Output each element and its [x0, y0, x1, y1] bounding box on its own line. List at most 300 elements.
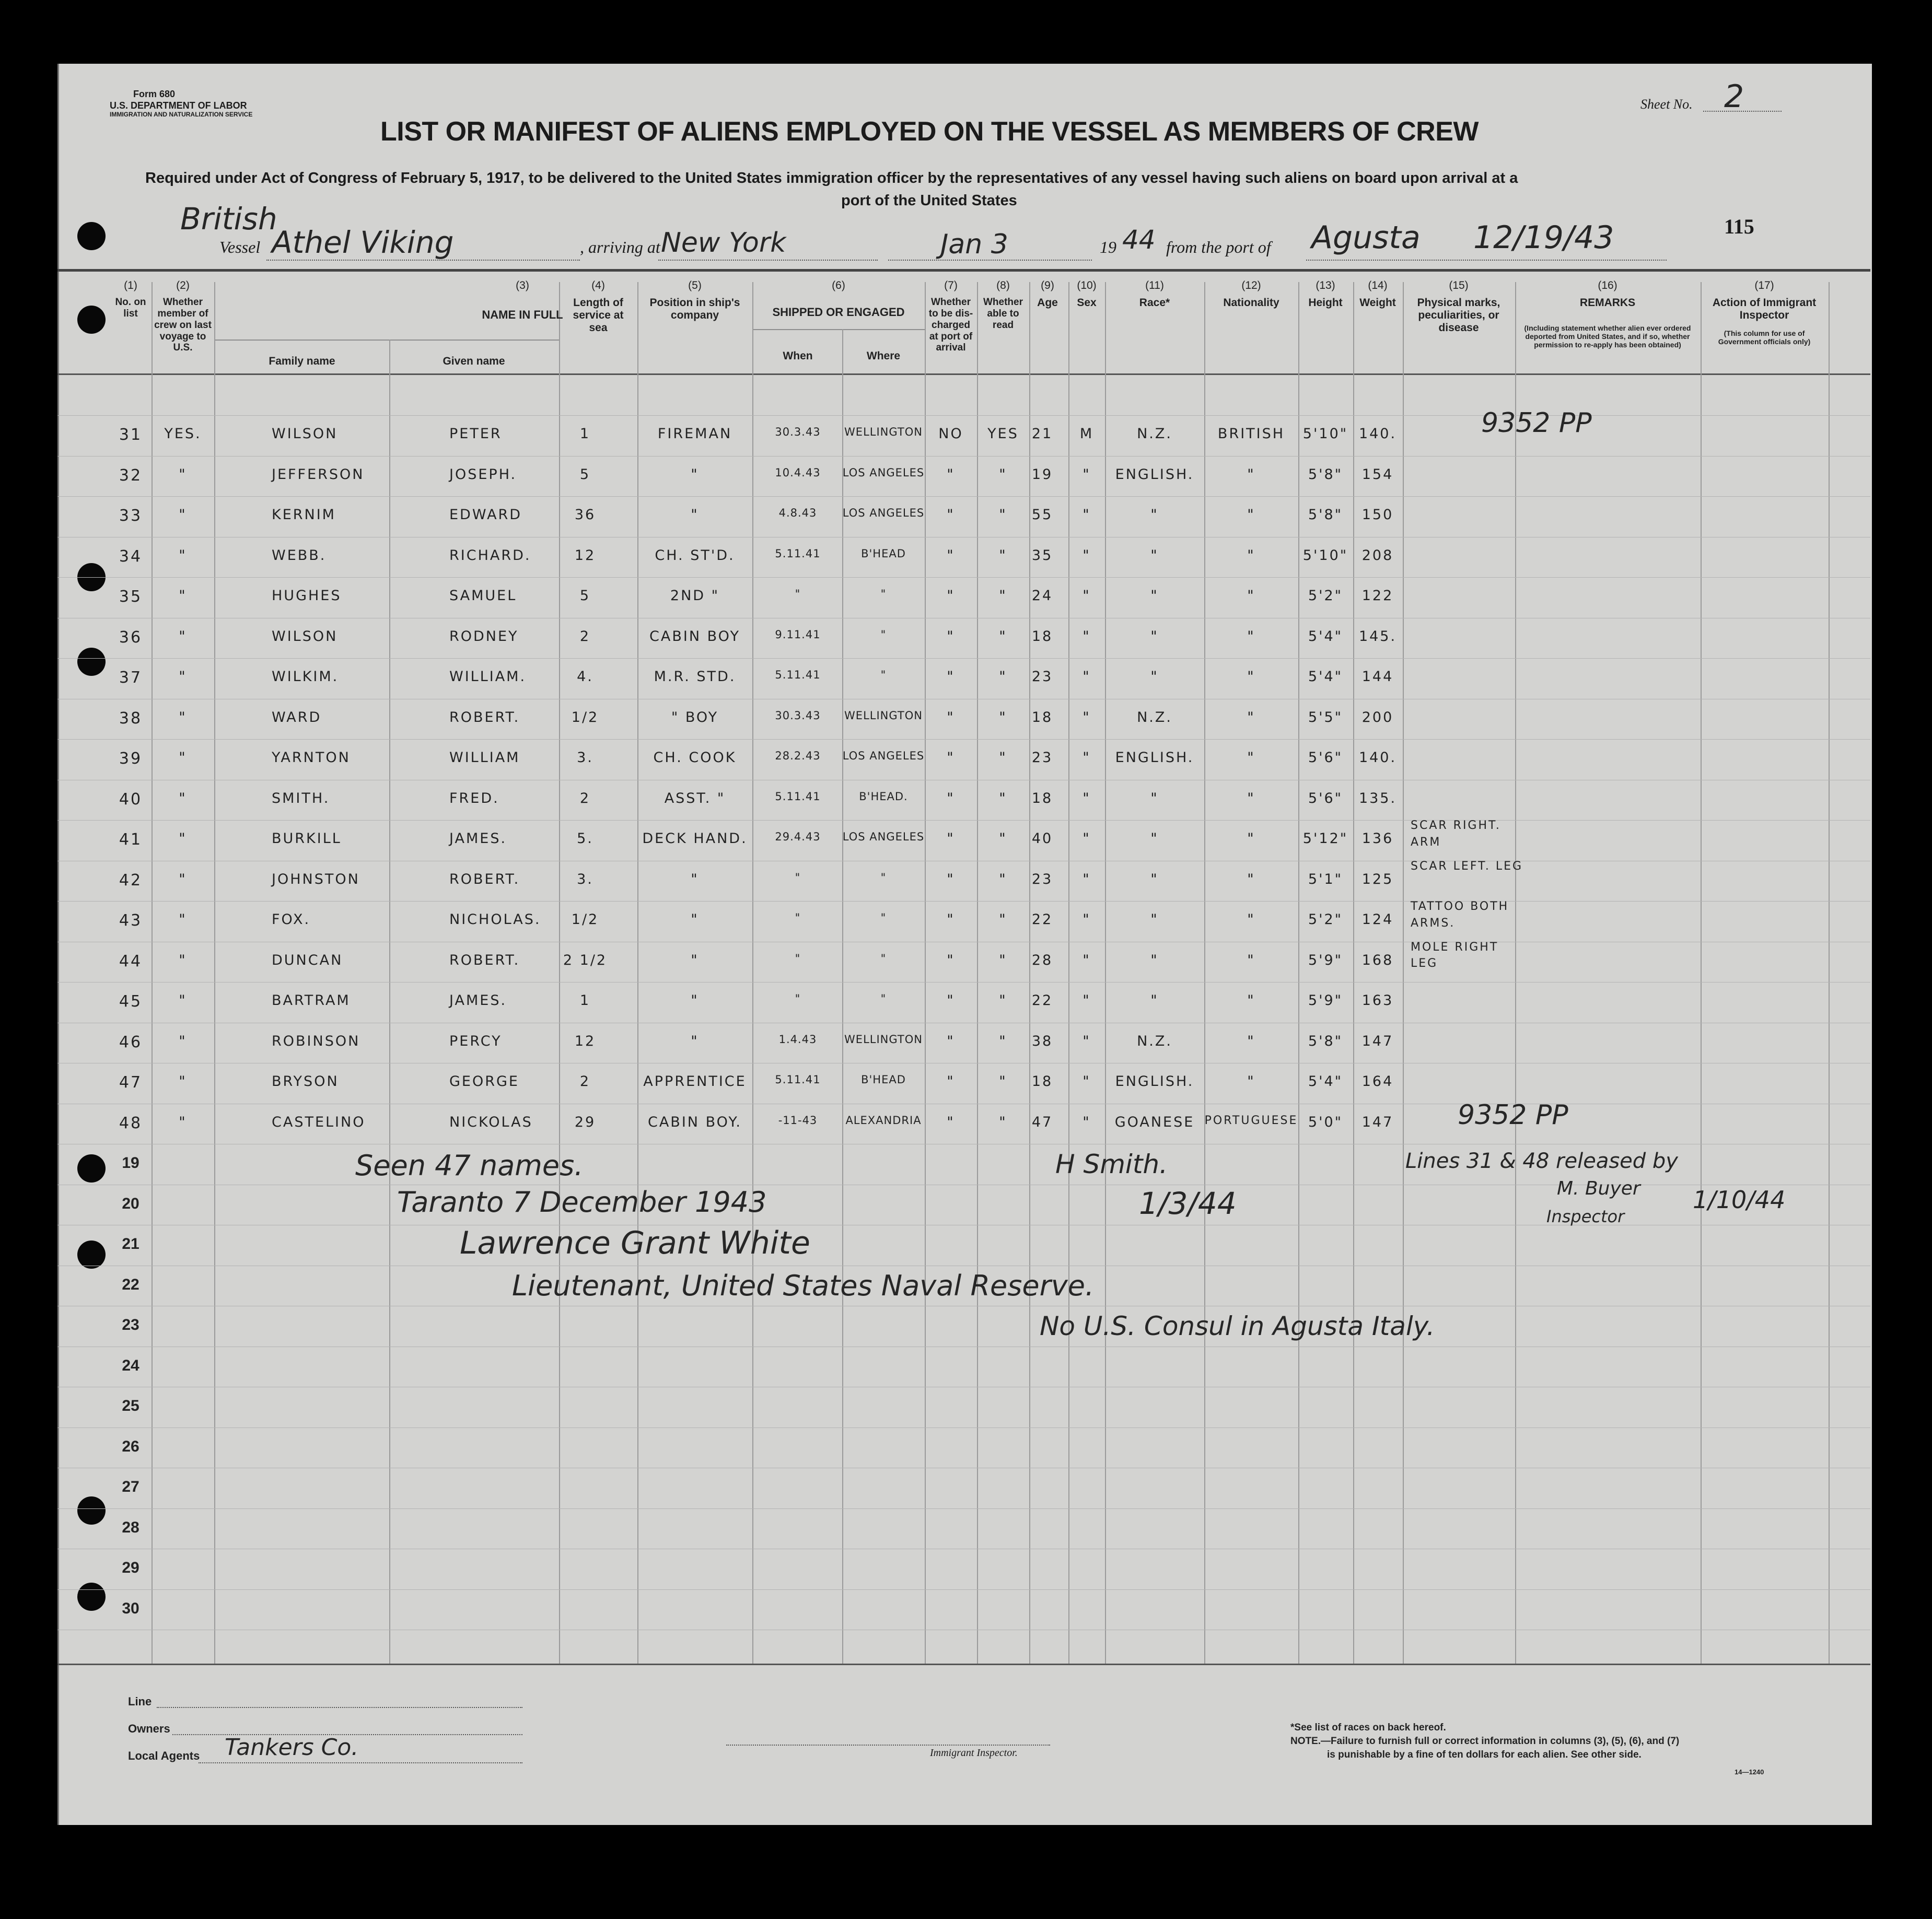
cell-age: 22 [1031, 911, 1053, 928]
cell-service: 4. [577, 669, 593, 685]
cell-discharged: " [947, 669, 955, 685]
cell-crew: " [179, 911, 187, 928]
table-top-rule [57, 269, 1870, 272]
cell-age: 47 [1031, 1114, 1053, 1130]
cell-race: N.Z. [1137, 426, 1172, 442]
subtitle-line-1: Required under Act of Congress of February 5, 1917, to be delivered to the United States immigration officer by the representatives of any vessel having such aliens on board upon arrival at a [145, 170, 1518, 186]
cell-nationality: " [1247, 709, 1255, 726]
cell-discharged: " [947, 507, 955, 523]
cell-sex: " [1083, 1114, 1091, 1130]
cell-position: " [691, 871, 699, 887]
row-number: 36 [119, 628, 143, 647]
column-header-9: Age [1037, 297, 1058, 309]
cell-race: " [1150, 830, 1159, 847]
cell-weight: 140. [1358, 426, 1397, 442]
cell-discharged: " [947, 588, 955, 604]
cell-height: 5'2" [1308, 911, 1343, 928]
cell-nationality: " [1247, 588, 1255, 604]
cell-read: " [999, 830, 1007, 847]
cell-position: M.R. STD. [654, 669, 736, 685]
cell-race: " [1150, 669, 1159, 685]
column-header-12: Nationality [1223, 297, 1279, 309]
cell-height: 5'4" [1308, 628, 1343, 645]
row-number: 38 [119, 709, 143, 728]
row-number: 40 [119, 790, 143, 809]
cell-position: " [691, 1033, 699, 1049]
cell-crew: " [179, 507, 187, 523]
row-number: 42 [119, 871, 143, 890]
row-rule [57, 1508, 1870, 1509]
column-rule [1105, 282, 1106, 1664]
cell-given-name: ROBERT. [449, 871, 520, 887]
cell-sex: " [1083, 1033, 1091, 1049]
cell-age: 24 [1031, 588, 1053, 604]
row-number: 43 [119, 911, 143, 930]
cell-where: LOS ANGELES [842, 507, 925, 519]
cell-age: 38 [1031, 1033, 1053, 1049]
cell-sex: " [1083, 507, 1091, 523]
cell-read: " [999, 1073, 1007, 1090]
cell-sex: " [1083, 992, 1091, 1009]
column-number-2: (2) [176, 279, 190, 291]
cell-physical-marks: SCAR LEFT. LEG [1411, 859, 1523, 873]
cell-family-name: HUGHES [272, 588, 342, 604]
remark-48: 9352 PP [1458, 1099, 1568, 1131]
cell-nationality: " [1247, 1073, 1255, 1090]
cell-age: 18 [1031, 709, 1053, 726]
row-number: 41 [119, 830, 143, 849]
column-number-9: (9) [1041, 279, 1054, 291]
cell-family-name: WILKIM. [272, 669, 339, 685]
cell-family-name: KERNIM [272, 507, 336, 523]
column-number-6: (6) [832, 279, 845, 291]
cell-when: 5.11.41 [775, 1073, 821, 1086]
column-number-7: (7) [944, 279, 958, 291]
cell-weight: 168 [1361, 952, 1394, 968]
row-number: 21 [122, 1235, 139, 1253]
cell-where: ALEXANDRIA [845, 1114, 922, 1127]
cell-where: " [880, 588, 887, 600]
cell-height: 5'10" [1302, 547, 1348, 564]
column-header-14: Weight [1359, 297, 1396, 309]
cell-where: WELLINGTON [844, 1033, 923, 1046]
cell-crew: " [179, 952, 187, 968]
cell-crew: " [179, 547, 187, 564]
cell-nationality: " [1247, 669, 1255, 685]
cell-family-name: WILSON [272, 628, 338, 645]
column-number-1: (1) [124, 279, 137, 291]
cell-physical-marks: SCAR RIGHT. ARM [1411, 819, 1501, 849]
cell-weight: 154 [1361, 466, 1394, 483]
footer-line-dots [157, 1706, 522, 1708]
no-consul-note: No U.S. Consul in Agusta Italy. [1040, 1311, 1435, 1341]
cell-weight: 150 [1361, 507, 1394, 523]
cell-discharged: " [947, 466, 955, 483]
cell-when: 30.3.43 [775, 709, 821, 722]
row-rule [57, 1589, 1870, 1590]
cell-age: 22 [1031, 992, 1053, 1009]
column-number-5: (5) [688, 279, 702, 291]
row-number: 26 [122, 1437, 139, 1455]
cell-race: " [1150, 588, 1159, 604]
cell-sex: " [1083, 871, 1091, 887]
cell-position: " [691, 992, 699, 1009]
subheader-when: When [783, 350, 813, 362]
cell-when: 5.11.41 [775, 790, 821, 803]
cell-height: 5'8" [1308, 466, 1343, 483]
cell-weight: 122 [1361, 588, 1394, 604]
cell-where: B'HEAD. [859, 790, 908, 803]
inspector-date: 1/3/44 [1139, 1186, 1237, 1221]
cell-crew: " [179, 1073, 187, 1090]
cell-given-name: GEORGE [449, 1073, 519, 1090]
cell-when: " [795, 952, 801, 965]
cell-nationality: " [1247, 1033, 1255, 1049]
cell-given-name: NICKOLAS [449, 1114, 533, 1130]
cell-service: 5 [579, 466, 591, 483]
cell-service: 1/2 [571, 709, 599, 726]
cell-height: 5'5" [1308, 709, 1343, 726]
cell-read: " [999, 1114, 1007, 1130]
cell-sex: " [1083, 790, 1091, 806]
seen-names: Seen 47 names. [355, 1149, 584, 1182]
cell-read: " [999, 547, 1007, 564]
cell-family-name: DUNCAN [272, 952, 343, 968]
cell-service: 36 [574, 507, 596, 523]
cell-age: 21 [1031, 426, 1053, 442]
cell-discharged: " [947, 1073, 955, 1090]
cell-when: 5.11.41 [775, 547, 821, 560]
cell-read: " [999, 588, 1007, 604]
column-number-10: (10) [1077, 279, 1097, 291]
cell-height: 5'9" [1308, 952, 1343, 968]
row-rule [57, 739, 1870, 740]
column-rule [977, 282, 978, 1664]
department: U.S. DEPARTMENT OF LABOR [110, 100, 247, 111]
column-number-16: (16) [1598, 279, 1617, 291]
cell-height: 5'8" [1308, 507, 1343, 523]
row-number: 23 [122, 1316, 139, 1333]
column-rule [1403, 282, 1404, 1664]
column-rule [925, 282, 926, 1664]
cell-sex: " [1083, 466, 1091, 483]
consul-rank: Lieutenant, United States Naval Reserve. [512, 1269, 1095, 1302]
sheet-number: 2 [1724, 78, 1744, 115]
cell-when: " [795, 992, 801, 1005]
cell-when: 28.2.43 [775, 750, 821, 762]
footer-note-3: is punishable by a fine of ten dollars for each alien. See other side. [1327, 1749, 1642, 1760]
column-rule [752, 282, 753, 1664]
cell-when: 4.8.43 [778, 507, 817, 519]
row-rule [57, 496, 1870, 497]
cell-sex: " [1083, 750, 1091, 766]
cell-where: LOS ANGELES [842, 830, 925, 843]
cell-weight: 144 [1361, 669, 1394, 685]
footer-note-2: NOTE.—Failure to furnish full or correct information in columns (3), (5), (6), and (7) [1290, 1736, 1680, 1747]
cell-service: 2 [579, 1073, 591, 1090]
cell-service: 12 [574, 1033, 596, 1049]
cell-discharged: " [947, 992, 955, 1009]
column-rule [214, 282, 215, 1664]
cell-where: B'HEAD [861, 1073, 906, 1086]
shipped-sub-rule [752, 329, 925, 330]
cell-read: " [999, 669, 1007, 685]
column-number-11: (11) [1145, 279, 1164, 291]
cell-race: N.Z. [1137, 709, 1172, 726]
cell-read: " [999, 507, 1007, 523]
row-number: 31 [119, 426, 143, 444]
cell-nationality: " [1247, 547, 1255, 564]
released-date: 1/10/44 [1693, 1186, 1786, 1214]
cell-weight: 200 [1361, 709, 1394, 726]
cell-weight: 124 [1361, 911, 1394, 928]
row-number: 45 [119, 992, 143, 1011]
cell-family-name: WILSON [272, 426, 338, 442]
cell-when: -11-43 [778, 1114, 818, 1127]
cell-family-name: JEFFERSON [272, 466, 365, 483]
cell-when: 30.3.43 [775, 426, 821, 438]
cell-nationality: " [1247, 466, 1255, 483]
cell-nationality: " [1247, 911, 1255, 928]
cell-race: " [1150, 547, 1159, 564]
cell-nationality: " [1247, 871, 1255, 887]
row-number: 46 [119, 1033, 143, 1051]
row-number: 32 [119, 466, 143, 485]
cell-discharged: " [947, 1114, 955, 1130]
form-number: Form 680 [133, 89, 176, 99]
released-inspector: M. Buyer [1557, 1178, 1640, 1199]
cell-crew: " [179, 790, 187, 806]
cell-family-name: BARTRAM [272, 992, 351, 1009]
cell-race: N.Z. [1137, 1033, 1172, 1049]
year-prefix: 19 [1100, 238, 1116, 256]
cell-given-name: EDWARD [449, 507, 522, 523]
vessel-label: Vessel [219, 238, 261, 256]
column-header-3: NAME IN FULL [482, 308, 563, 321]
cell-nationality: " [1247, 628, 1255, 645]
cell-race: ENGLISH. [1115, 1073, 1194, 1090]
column-number-4: (4) [591, 279, 605, 291]
cell-height: 5'2" [1308, 588, 1343, 604]
cell-age: 28 [1031, 952, 1053, 968]
row-number: 29 [122, 1559, 139, 1576]
cell-read: " [999, 911, 1007, 928]
row-number: 20 [122, 1195, 139, 1212]
cell-given-name: RODNEY [449, 628, 519, 645]
cell-when: " [795, 871, 801, 884]
arrival-year: 44 [1122, 225, 1156, 255]
cell-nationality: " [1247, 952, 1255, 968]
cell-height: 5'10" [1302, 426, 1348, 442]
page-title: LIST OR MANIFEST OF ALIENS EMPLOYED ON THE VESSEL AS MEMBERS OF CREW [380, 116, 1479, 147]
cell-age: 40 [1031, 830, 1053, 847]
date-dots [888, 259, 1092, 261]
cell-weight: 125 [1361, 871, 1394, 887]
column-rule [1298, 282, 1299, 1664]
from-port-label: from the port of [1166, 238, 1271, 256]
cell-sex: " [1083, 1073, 1091, 1090]
cell-weight: 136 [1361, 830, 1394, 847]
row-number: 19 [122, 1154, 139, 1172]
column-rule [1515, 282, 1516, 1664]
cell-family-name: CASTELINO [272, 1114, 366, 1130]
cell-crew: " [179, 628, 187, 645]
sheet-label: Sheet No. [1640, 97, 1693, 112]
cell-read: " [999, 1033, 1007, 1049]
cell-race: " [1150, 911, 1159, 928]
cell-given-name: JOSEPH. [449, 466, 517, 483]
cell-service: 2 [579, 790, 591, 806]
row-number: 25 [122, 1397, 139, 1414]
column-header-11: Race* [1139, 297, 1170, 309]
cell-nationality: " [1247, 830, 1255, 847]
subheader-family-name: Family name [269, 355, 335, 367]
footer-rule [57, 1664, 1870, 1665]
cell-crew: " [179, 466, 187, 483]
column-header-7: Whether to be dis- charged at port of arrival [928, 297, 973, 354]
punch-hole [77, 306, 106, 334]
cell-position: 2ND " [670, 588, 720, 604]
subheader-action-note: (This column for use of Government officials only) [1718, 329, 1811, 346]
punch-hole [77, 1583, 106, 1611]
cell-age: 23 [1031, 871, 1053, 887]
cell-discharged: " [947, 628, 955, 645]
column-number-3: (3) [516, 279, 529, 291]
cell-service: 3. [577, 871, 593, 887]
cell-weight: 135. [1358, 790, 1397, 806]
cell-sex: M [1079, 426, 1094, 442]
cell-when: 1.4.43 [778, 1033, 817, 1046]
cell-weight: 140. [1358, 750, 1397, 766]
cell-weight: 147 [1361, 1033, 1394, 1049]
footer-owners-label: Owners [128, 1722, 170, 1735]
row-number: 30 [122, 1599, 139, 1617]
row-rule [57, 658, 1870, 659]
subtitle-line-2: port of the United States [841, 192, 1017, 209]
punch-hole [77, 648, 106, 676]
row-number: 27 [122, 1478, 139, 1495]
column-header-10: Sex [1077, 297, 1097, 309]
cell-where: " [880, 952, 887, 965]
arriving-label: , arriving at [580, 238, 660, 256]
cell-position: CABIN BOY [649, 628, 740, 645]
row-rule [57, 415, 1870, 416]
cell-weight: 164 [1361, 1073, 1394, 1090]
cell-position: DECK HAND. [642, 830, 748, 847]
column-rule [842, 329, 843, 1664]
subheader-where: Where [866, 350, 901, 362]
column-number-13: (13) [1316, 279, 1335, 291]
cell-position: ASST. " [664, 790, 726, 806]
cell-age: 23 [1031, 669, 1053, 685]
column-number-14: (14) [1368, 279, 1388, 291]
cell-height: 5'4" [1308, 669, 1343, 685]
cell-age: 18 [1031, 790, 1053, 806]
cell-weight: 163 [1361, 992, 1394, 1009]
footer-line-label: Line [128, 1695, 152, 1708]
cell-position: " [691, 507, 699, 523]
row-number: 44 [119, 952, 143, 970]
cell-family-name: FOX. [272, 911, 311, 928]
punch-hole [77, 1154, 106, 1183]
cell-family-name: BURKILL [272, 830, 342, 847]
column-rule [1029, 282, 1030, 1664]
cell-given-name: RICHARD. [449, 547, 531, 564]
cell-when: 29.4.43 [775, 830, 821, 843]
arrival-port: New York [661, 227, 786, 259]
cell-given-name: NICHOLAS. [449, 911, 541, 928]
cell-given-name: WILLIAM. [449, 669, 527, 685]
cell-crew: " [179, 750, 187, 766]
cell-given-name: PERCY [449, 1033, 502, 1049]
column-number-17: (17) [1754, 279, 1774, 291]
row-rule [57, 577, 1870, 578]
cell-service: 3. [577, 750, 593, 766]
cell-discharged: NO [938, 426, 963, 442]
cell-age: 19 [1031, 466, 1053, 483]
cell-height: 5'0" [1308, 1114, 1343, 1130]
cell-read: " [999, 790, 1007, 806]
cell-nationality: BRITISH [1217, 426, 1285, 442]
cell-service: 12 [574, 547, 596, 564]
column-number-8: (8) [996, 279, 1010, 291]
cell-discharged: " [947, 709, 955, 726]
cell-sex: " [1083, 628, 1091, 645]
column-header-17: Action of Immigrant Inspector [1712, 297, 1817, 322]
row-rule [57, 901, 1870, 902]
cell-crew: " [179, 871, 187, 887]
row-number: 28 [122, 1518, 139, 1536]
punch-hole [77, 1496, 106, 1525]
cell-crew: " [179, 992, 187, 1009]
cell-discharged: " [947, 750, 955, 766]
cell-service: 5. [577, 830, 593, 847]
cell-weight: 147 [1361, 1114, 1394, 1130]
cell-read: " [999, 709, 1007, 726]
column-header-15: Physical marks, peculiarities, or disease [1417, 297, 1500, 334]
inspector-signature: H Smith. [1055, 1149, 1168, 1179]
cell-height: 5'12" [1302, 830, 1348, 847]
cell-read: " [999, 871, 1007, 887]
cell-where: LOS ANGELES [842, 750, 925, 762]
row-number: 34 [119, 547, 143, 566]
cell-nationality: PORTUGUESE [1204, 1114, 1298, 1127]
footer-agents-label: Local Agents [128, 1749, 200, 1762]
cell-crew: " [179, 588, 187, 604]
cell-age: 55 [1031, 507, 1053, 523]
cell-discharged: " [947, 547, 955, 564]
cell-family-name: SMITH. [272, 790, 330, 806]
port-dots [1306, 259, 1667, 261]
cell-age: 35 [1031, 547, 1053, 564]
cell-sex: " [1083, 588, 1091, 604]
footer-agents-dots [199, 1761, 522, 1763]
cell-discharged: " [947, 1033, 955, 1049]
cell-family-name: WARD [272, 709, 322, 726]
cell-nationality: " [1247, 992, 1255, 1009]
cell-race: " [1150, 507, 1159, 523]
cell-race: " [1150, 790, 1159, 806]
cell-service: 29 [574, 1114, 596, 1130]
cell-sex: " [1083, 952, 1091, 968]
column-rule [1204, 282, 1205, 1664]
cell-nationality: " [1247, 790, 1255, 806]
cell-when: 9.11.41 [775, 628, 821, 641]
cell-weight: 145. [1358, 628, 1397, 645]
cell-when: 5.11.41 [775, 669, 821, 681]
cell-family-name: YARNTON [272, 750, 351, 766]
cell-discharged: " [947, 830, 955, 847]
